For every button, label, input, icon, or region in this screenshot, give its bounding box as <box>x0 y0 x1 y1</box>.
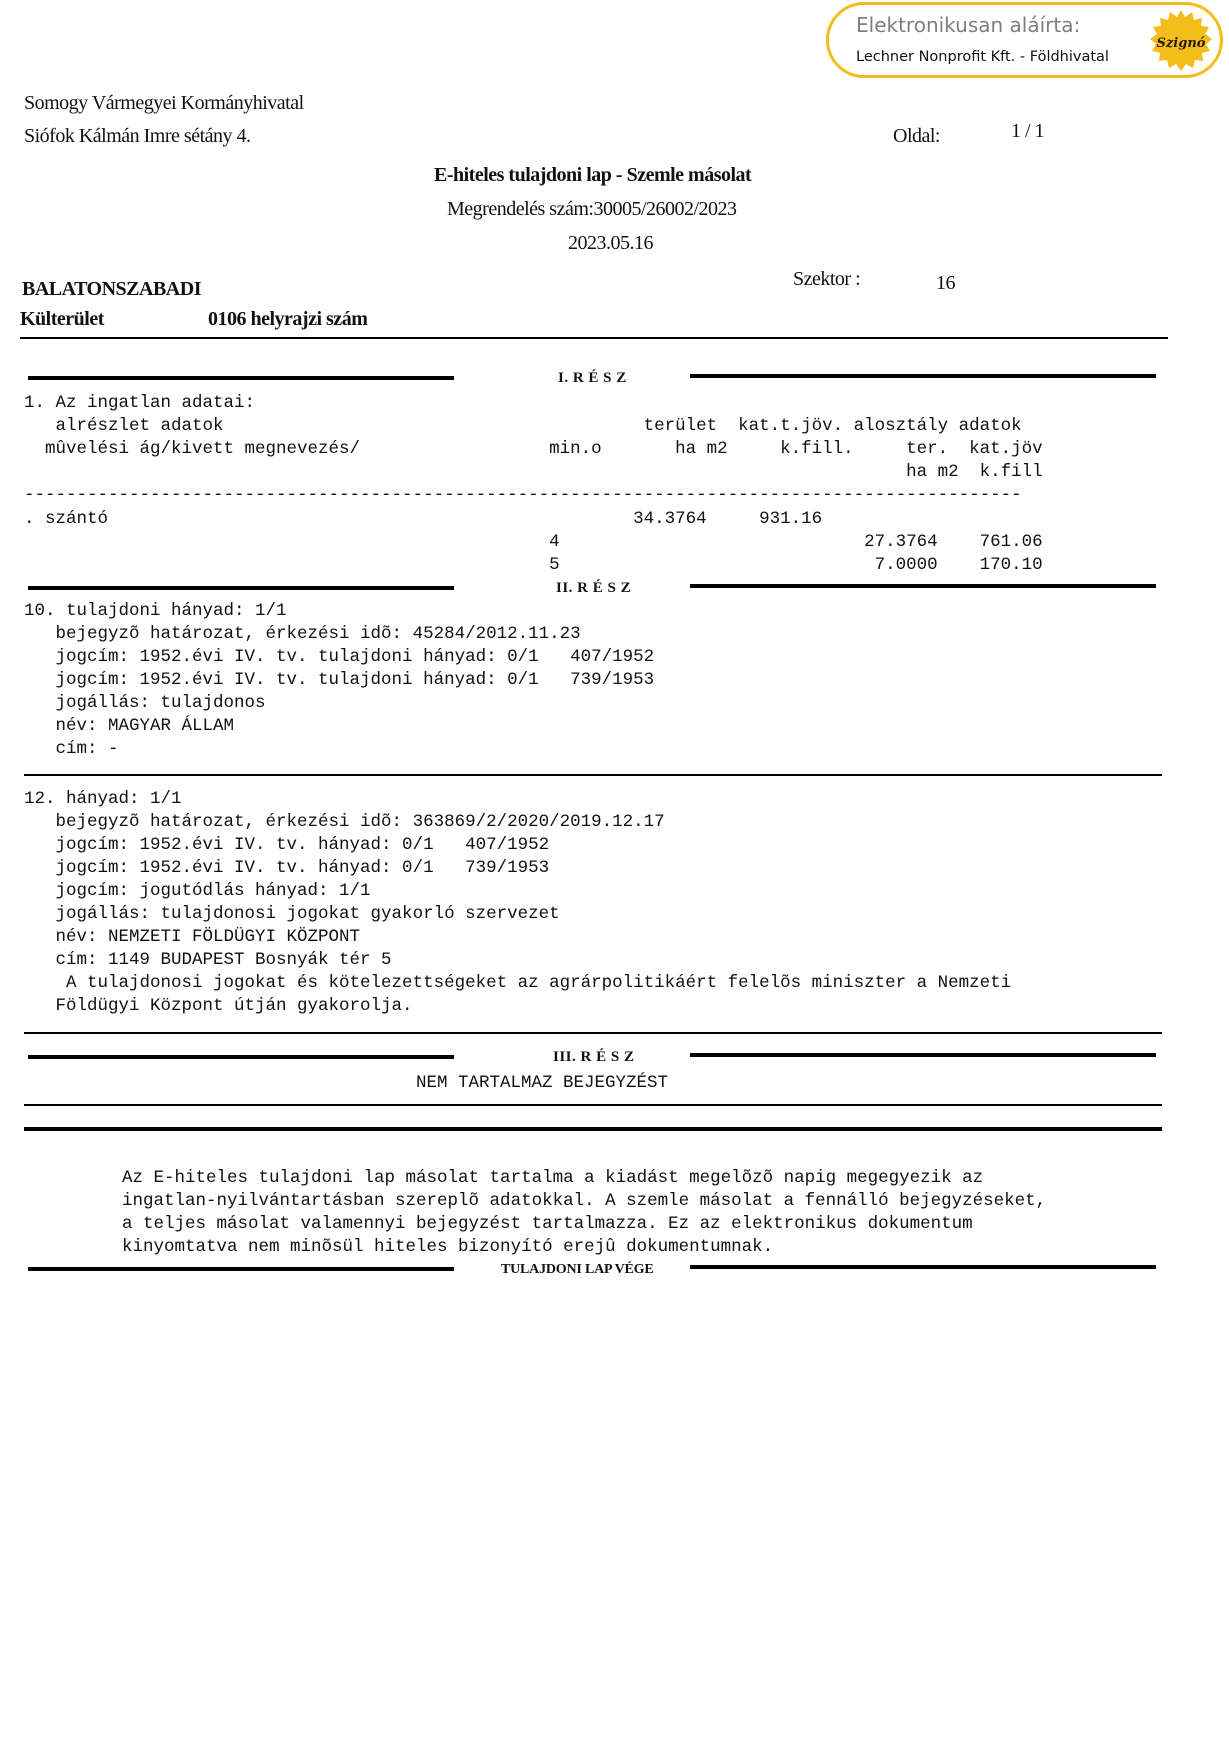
entry10-line: bejegyzõ határozat, érkezési idõ: 45284/2012.11.23 <box>24 624 581 644</box>
document-title: E-hiteles tulajdoni lap - Szemle másolat <box>434 164 752 186</box>
part3-rule-left <box>28 1055 454 1059</box>
area-type: Külterület <box>20 308 104 330</box>
order-number: Megrendelés szám:30005/26002/2023 <box>447 198 737 220</box>
page-number: 1 / 1 <box>1011 120 1045 142</box>
entry12-line: jogcím: 1952.évi IV. tv. hányad: 0/1 407/1952 <box>24 835 550 855</box>
property-data-heading: 1. Az ingatlan adatai: <box>24 393 256 413</box>
part1-rule-left <box>28 376 454 380</box>
entry12-line: bejegyzõ határozat, érkezési idõ: 363869/2/2020/2019.12.17 <box>24 812 665 832</box>
signature-title: Elektronikusan aláírta: <box>856 13 1081 37</box>
part2-title: II. R É S Z <box>556 580 632 596</box>
entry10-line: jogcím: 1952.évi IV. tv. tulajdoni hányad: 0/1 739/1953 <box>24 670 655 690</box>
entry12-line: jogállás: tulajdonosi jogokat gyakorló szervezet <box>24 904 560 924</box>
entry12-line: jogcím: 1952.évi IV. tv. hányad: 0/1 739/1953 <box>24 858 550 878</box>
entry-divider <box>24 774 1162 776</box>
notice-line: ingatlan-nyilvántartásban szereplõ adatokkal. A szemle másolat a fennálló bejegyzéseket, <box>122 1191 1047 1211</box>
seal-text: Szignó <box>1156 36 1206 51</box>
szigno-seal-icon <box>1149 9 1213 73</box>
table-row: . szántó 34.3764 931.16 <box>24 509 823 529</box>
entry10-line: jogcím: 1952.évi IV. tv. tulajdoni hányad: 0/1 407/1952 <box>24 647 655 667</box>
part3-title: III. R É S Z <box>553 1049 635 1065</box>
entry12-line: A tulajdonosi jogokat és kötelezettségeket az agrárpolitikáért felelõs miniszter a Nemzeti <box>24 973 1012 993</box>
entry12-line: jogcím: jogutódlás hányad: 1/1 <box>24 881 371 901</box>
sector-label: Szektor : <box>793 268 861 290</box>
part2-rule-left <box>28 586 454 590</box>
entry10-line: jogállás: tulajdonos <box>24 693 266 713</box>
end-rule-right <box>690 1265 1156 1269</box>
entry12-line: cím: 1149 BUDAPEST Bosnyák tér 5 <box>24 950 392 970</box>
entry10-line: név: MAGYAR ÁLLAM <box>24 716 235 736</box>
entry12-line: 12. hányad: 1/1 <box>24 789 182 809</box>
document-date: 2023.05.16 <box>568 232 653 254</box>
signature-organization: Lechner Nonprofit Kft. - Földhivatal <box>856 49 1109 65</box>
end-rule-left <box>28 1267 454 1271</box>
part3-rule-right <box>690 1053 1156 1057</box>
office-name: Somogy Vármegyei Kormányhivatal <box>24 92 304 114</box>
table-separator: ----------------------------------------------------------------------------------------------- <box>24 485 1022 505</box>
settlement-name: BALATONSZABADI <box>22 278 201 300</box>
entry12-line: név: NEMZETI FÖLDÜGYI KÖZPONT <box>24 927 361 947</box>
sector-value: 16 <box>936 272 955 294</box>
notice-line: Az E-hiteles tulajdoni lap másolat tartalma a kiadást megelõzõ napig megegyezik az <box>122 1168 984 1188</box>
entry10-line: cím: - <box>24 739 119 759</box>
entry12-line: Földügyi Központ útján gyakorolja. <box>24 996 413 1016</box>
electronic-signature-badge[interactable] <box>826 2 1223 78</box>
column-header-line1: alrészlet adatok terület kat.t.jöv. alosztály adatok <box>24 416 1022 436</box>
part3-closing-rule <box>24 1127 1162 1131</box>
part3-divider <box>24 1104 1162 1106</box>
page-label: Oldal: <box>893 125 940 147</box>
table-row: 4 27.3764 761.06 <box>24 532 1043 552</box>
notice-line: a teljes másolat valamennyi bejegyzést tartalmazza. Ez az elektronikus dokumentum <box>122 1214 973 1234</box>
end-of-sheet-label: TULAJDONI LAP VÉGE <box>501 1262 654 1277</box>
column-header-line2: mûvelési ág/kivett megnevezés/ min.o ha m2 k.fill. ter. kat.jöv <box>24 439 1043 459</box>
entry-divider <box>24 1032 1162 1034</box>
entry10-line: 10. tulajdoni hányad: 1/1 <box>24 601 287 621</box>
parcel-number: 0106 helyrajzi szám <box>208 308 368 330</box>
header-divider <box>20 337 1168 339</box>
column-header-line3: ha m2 k.fill <box>24 462 1043 482</box>
notice-line: kinyomtatva nem minõsül hiteles bizonyító erejû dokumentumnak. <box>122 1237 774 1257</box>
office-address: Siófok Kálmán Imre sétány 4. <box>24 125 251 147</box>
part1-title: I. R É S Z <box>558 370 627 386</box>
part2-rule-right <box>690 584 1156 588</box>
table-row: 5 7.0000 170.10 <box>24 555 1043 575</box>
part1-rule-right <box>690 374 1156 378</box>
no-entry-text: NEM TARTALMAZ BEJEGYZÉST <box>416 1073 669 1093</box>
